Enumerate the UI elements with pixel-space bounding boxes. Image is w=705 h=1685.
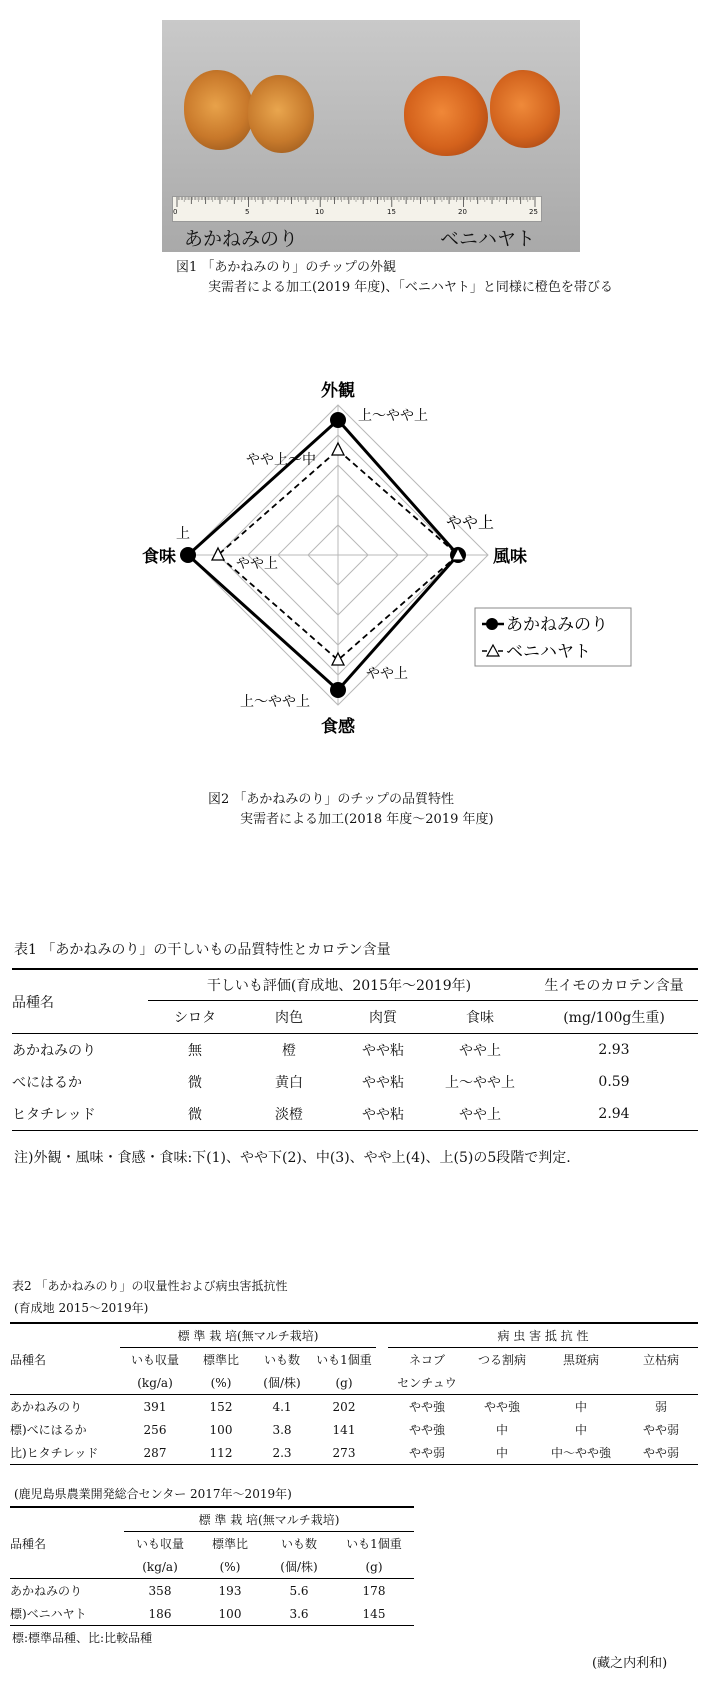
- table3-cell: 5.6: [289, 1583, 309, 1598]
- table2-group-disease: 病 虫 害 抵 抗 性: [388, 1323, 698, 1348]
- axis-label-texture: 食感: [321, 717, 355, 737]
- table2-cell: やや弱: [642, 1423, 679, 1437]
- radar-point-0-0: [330, 412, 346, 428]
- figure2-caption-line2: 実需者による加工(2018 年度～2019 年度): [240, 812, 494, 827]
- table2-col-yield: いも収量: [130, 1353, 179, 1367]
- table2-col-ratio: 標準比: [202, 1353, 239, 1367]
- radar-point-0-3: [180, 547, 196, 563]
- figure1-caption-line1: 図1 「あかねみのり」のチップの外観: [176, 260, 397, 275]
- akanemi-chip-2: [248, 75, 314, 153]
- table1-subcol-taste: 食味: [466, 1010, 494, 1026]
- table1-cell: 微: [188, 1107, 202, 1123]
- table1-cell: 無: [188, 1043, 202, 1059]
- table-row: [10, 1602, 414, 1626]
- radar-point-1-0: [332, 443, 344, 455]
- table2-cell: 標)べにはるか: [10, 1423, 87, 1437]
- ruler-label-15: 15: [387, 208, 396, 216]
- annotation-a2-left: やや上: [236, 556, 278, 572]
- table2-cell: 中: [495, 1446, 508, 1460]
- table2-unit-weight: (g): [335, 1375, 353, 1390]
- table1-carotene-header: 生イモのカロテン含量: [530, 969, 698, 1001]
- table3-cell: 193: [218, 1583, 242, 1598]
- axis-label-appearance: 外観: [321, 381, 355, 401]
- table2-cell: やや弱: [408, 1446, 445, 1460]
- table1-cell: やや粘: [362, 1107, 404, 1123]
- table3-col-ratio: 標準比: [211, 1537, 248, 1551]
- table1: [12, 968, 698, 1131]
- table1-cell: 淡橙: [275, 1107, 303, 1123]
- table2-cell: 中: [574, 1423, 587, 1437]
- table3-group-std: 標 準 栽 培(無マルチ栽培): [124, 1507, 414, 1532]
- table3-cell: 178: [362, 1583, 386, 1598]
- annotation-a1-right: やや上: [446, 513, 495, 532]
- table-row: [10, 1395, 698, 1419]
- radar-chart: [0, 360, 705, 760]
- axis-label-flavor: 風味: [493, 547, 527, 567]
- table1-header-variety: 品種名: [12, 969, 148, 1034]
- benihayato-chip-2: [490, 70, 560, 148]
- table-row: [10, 1441, 698, 1465]
- table2-header-variety: 品種名: [10, 1323, 120, 1395]
- table1-cell: 上～やや上: [445, 1075, 515, 1091]
- table3-cell: 358: [148, 1583, 172, 1598]
- ruler-label-10: 10: [315, 208, 324, 216]
- table2-cell: やや弱: [642, 1446, 679, 1460]
- table2-cell: 中: [574, 1400, 587, 1414]
- annotation-a1-bottom: 上～やや上: [240, 694, 310, 710]
- table3-cell: 145: [362, 1606, 386, 1621]
- table2-unit-count: (個/株): [263, 1376, 301, 1390]
- table2-cell: 弱: [654, 1400, 667, 1414]
- figure1-caption-line2: 実需者による加工(2019 年度)、「ベニハヤト」と同様に橙色を帯びる: [208, 280, 613, 295]
- table-row: [12, 1034, 698, 1067]
- table1-cell: ヒタチレッド: [12, 1107, 96, 1123]
- table1-subcol-flesh-color: 肉色: [275, 1010, 303, 1026]
- table2-col-soil-rot: 立枯病: [642, 1353, 679, 1367]
- table3-unit-count: (個/株): [280, 1560, 318, 1574]
- table2-cell: やや強: [408, 1400, 445, 1414]
- table2-cell: 287: [143, 1445, 167, 1460]
- table1-subcol-flesh-texture: 肉質: [369, 1010, 397, 1026]
- figure2-caption-line1: 図2 「あかねみのり」のチップの品質特性: [208, 792, 455, 807]
- table3-note: 標:標準品種、比:比較品種: [12, 1631, 153, 1645]
- author: (藏之内利和): [592, 1656, 668, 1671]
- legend-label-benihayato: ベニハヤト: [506, 642, 591, 662]
- table1-cell: 2.93: [598, 1042, 630, 1058]
- radar-point-1-3: [212, 548, 224, 560]
- table1-cell: やや粘: [362, 1075, 404, 1091]
- table2-cell: やや強: [408, 1423, 445, 1437]
- table2-cell: やや強: [483, 1400, 520, 1414]
- table3-cell: 186: [148, 1606, 172, 1621]
- radar-point-1-2: [332, 653, 344, 665]
- annotation-a1-top: 上～やや上: [358, 408, 428, 424]
- table1-cell: 微: [188, 1075, 202, 1091]
- benihayato-chip-1: [404, 76, 488, 156]
- table1-group-header: 干しいも評価(育成地、2015年～2019年): [148, 969, 530, 1001]
- table2-group-std: 標 準 栽 培(無マルチ栽培): [120, 1323, 376, 1348]
- table3-col-count: いも数: [280, 1537, 317, 1551]
- table1-cell: やや粘: [362, 1043, 404, 1059]
- annotation-a2-bottom: やや上: [366, 666, 408, 682]
- ruler-label-0: 0: [173, 208, 178, 216]
- table1-cell: 0.59: [598, 1074, 630, 1090]
- legend-label-akanemi: あかねみのり: [506, 615, 608, 635]
- table1-title: 表1 「あかねみのり」の干しいもの品質特性とカロテン含量: [14, 942, 391, 958]
- table2-cell: 中～やや強: [550, 1446, 611, 1460]
- table3-cell: 標)ベニハヤト: [10, 1607, 87, 1621]
- radar-point-0-2: [330, 682, 346, 698]
- table-row: [12, 1098, 698, 1131]
- table2-col-weight: いも1個重: [316, 1353, 372, 1367]
- table-row: [10, 1418, 698, 1441]
- table1-cell: やや上: [459, 1107, 501, 1123]
- photo-label-benihayato: ベニハヤト: [440, 228, 536, 250]
- table1-cell: 橙: [282, 1043, 296, 1059]
- table2-cell: 391: [143, 1399, 167, 1414]
- chip-photo: [162, 20, 580, 252]
- table2-cell: 256: [143, 1422, 167, 1437]
- table-row: [12, 1066, 698, 1098]
- table1-subcol-shirota: シロタ: [174, 1010, 216, 1026]
- axis-label-taste: 食味: [142, 547, 176, 567]
- table3-col-yield: いも収量: [135, 1537, 184, 1551]
- table2: [10, 1322, 698, 1465]
- table3-col-weight: いも1個重: [346, 1537, 402, 1551]
- table2-unit-yield: (kg/a): [137, 1375, 173, 1390]
- table1-cell: 2.94: [598, 1106, 630, 1122]
- table2-cell: あかねみのり: [10, 1400, 83, 1414]
- table2-cell: 比)ヒタチレッド: [10, 1446, 99, 1460]
- table2-cell: 273: [332, 1445, 356, 1460]
- table1-cell: べにはるか: [12, 1075, 82, 1091]
- table3-cell: あかねみのり: [10, 1584, 83, 1598]
- ruler-ticks-svg: [173, 197, 541, 221]
- table2-cell: 2.3: [272, 1445, 292, 1460]
- table2-col-nematode-line2: センチュウ: [397, 1376, 457, 1390]
- photo-label-akanemi: あかねみのり: [184, 228, 299, 250]
- table3-unit-weight: (g): [365, 1559, 383, 1574]
- table2-title: 表2 「あかねみのり」の収量性および病虫害抵抗性: [12, 1279, 288, 1293]
- table2-col-black-rot: 黒斑病: [562, 1353, 599, 1367]
- table1-cell: 黄白: [275, 1075, 303, 1091]
- table3-unit-yield: (kg/a): [142, 1559, 178, 1574]
- ruler-label-25: 25: [529, 208, 538, 216]
- table2-cell: 152: [209, 1399, 233, 1414]
- table1-carotene-unit: (mg/100g生重): [563, 1010, 665, 1026]
- table3-cell: 3.6: [289, 1606, 309, 1621]
- ruler-label-5: 5: [245, 208, 250, 216]
- table3-subtitle: (鹿児島県農業開発総合センター 2017年～2019年): [14, 1487, 292, 1501]
- table2-unit-ratio: (%): [210, 1375, 232, 1390]
- table2-cell: 中: [495, 1423, 508, 1437]
- table2-col-count: いも数: [263, 1353, 300, 1367]
- table3-cell: 100: [218, 1606, 242, 1621]
- table1-cell: やや上: [459, 1043, 501, 1059]
- table2-cell: 112: [209, 1445, 233, 1460]
- table3-unit-ratio: (%): [219, 1559, 241, 1574]
- table2-cell: 3.8: [272, 1422, 292, 1437]
- ruler-label-20: 20: [458, 208, 467, 216]
- table2-cell: 141: [332, 1422, 356, 1437]
- annotation-a1-left: 上: [176, 526, 190, 542]
- table2-cell: 202: [332, 1399, 356, 1414]
- table2-cell: 100: [209, 1422, 233, 1437]
- table3-header-variety: 品種名: [10, 1507, 124, 1579]
- table-row: [10, 1579, 414, 1603]
- ruler: [172, 196, 542, 222]
- table2-cell: 4.1: [272, 1399, 292, 1414]
- table1-note: 注)外観・風味・食感・食味:下(1)、やや下(2)、中(3)、やや上(4)、上(5)の5段階で判定.: [14, 1150, 571, 1166]
- table3: [10, 1506, 414, 1626]
- table2-col-fusarium: つる割病: [477, 1353, 526, 1367]
- table2-col-nematode: ネコブ: [408, 1353, 445, 1367]
- table2-subtitle: (育成地 2015～2019年): [14, 1301, 149, 1315]
- annotation-a2-top: やや上～中: [246, 452, 316, 468]
- akanemi-chip-1: [184, 70, 254, 150]
- table1-cell: あかねみのり: [12, 1043, 96, 1059]
- legend-marker-akanemi: [486, 618, 498, 630]
